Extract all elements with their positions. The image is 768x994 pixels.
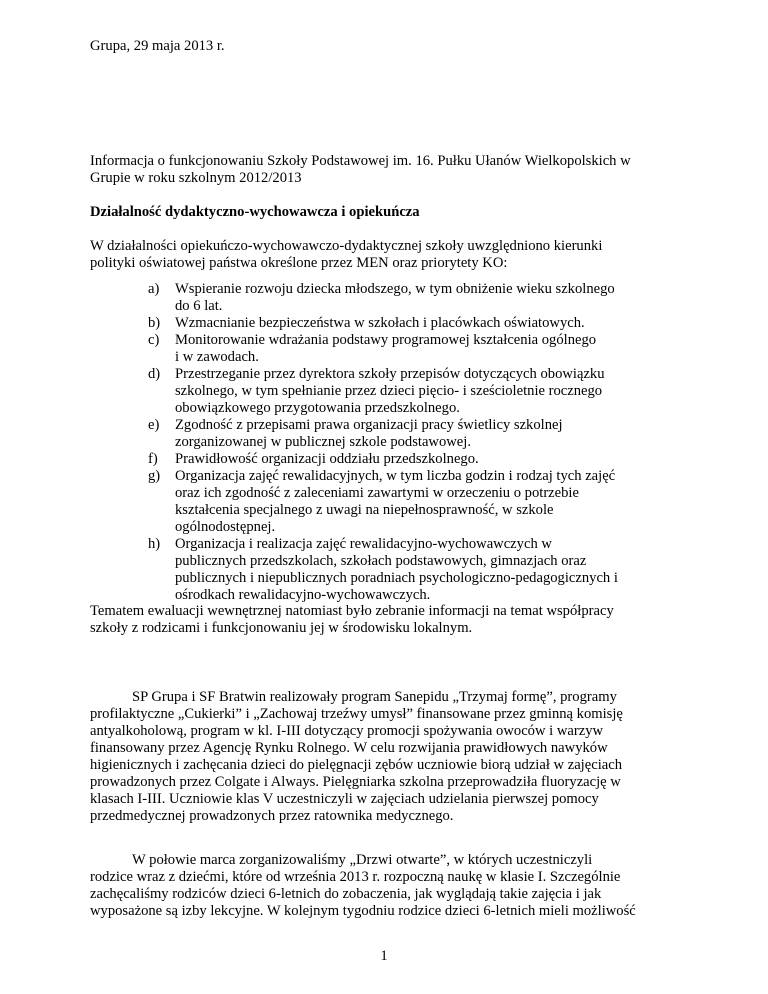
priority-line: Wspieranie rozwoju dziecka młodszego, w tym obniżenie wieku szkolnego	[175, 281, 615, 297]
priority-line: Monitorowanie wdrażania podstawy programowej kształcenia ogólnego	[175, 332, 597, 348]
open-days-paragraph	[90, 852, 690, 920]
priority-item	[148, 281, 688, 315]
section-heading: Działalność dydaktyczno-wychowawcza i opiekuńcza	[90, 204, 420, 220]
priority-line: ośrodkach rewalidacyjno-wychowawczych.	[175, 587, 431, 603]
priority-marker: b)	[148, 315, 161, 331]
priority-item	[148, 468, 688, 536]
title-line: Grupie w roku szkolnym 2012/2013	[90, 170, 302, 186]
priority-text	[175, 315, 688, 332]
programs-paragraph	[90, 689, 690, 825]
priority-text	[175, 332, 688, 366]
priority-line: oraz ich zgodność z zaleceniami zawartymi w orzeczeniu o potrzebie	[175, 485, 579, 501]
programs-line: profilaktyczne „Cukierki” i „Zachowaj trzeźwy umysł” finansowane przez gminną komisję	[90, 706, 623, 722]
priority-line: publicznych i niepublicznych poradniach psychologiczno-pedagogicznych i	[175, 570, 618, 586]
priorities-list	[148, 281, 688, 604]
intro-paragraph	[90, 238, 690, 272]
intro-line: W działalności opiekuńczo-wychowawczo-dydaktycznej szkoły uwzględniono kierunki	[90, 238, 603, 254]
priority-line: Wzmacnianie bezpieczeństwa w szkołach i placówkach oświatowych.	[175, 315, 585, 331]
priority-marker: a)	[148, 281, 160, 297]
priority-text	[175, 366, 688, 417]
priority-marker: d)	[148, 366, 161, 382]
programs-line: klasach I-III. Uczniowie klas V uczestniczyli w zajęciach udzielania pierwszej pomocy	[90, 791, 599, 807]
priority-line: Organizacja i realizacja zajęć rewalidacyjno-wychowawczych w	[175, 536, 552, 552]
page-number: 1	[380, 948, 388, 964]
priority-text	[175, 451, 688, 468]
priority-line: Przestrzeganie przez dyrektora szkoły przepisów dotyczących obowiązku	[175, 366, 605, 382]
intro-line: polityki oświatowej państwa określone przez MEN oraz priorytety KO:	[90, 255, 508, 271]
priority-line: do 6 lat.	[175, 298, 223, 314]
programs-line: prowadzonych przez Colgate i Always. Pielęgniarka szkolna przeprowadziła fluoryzację w	[90, 774, 621, 790]
programs-line: higienicznych i zachęcania dzieci do pielęgnacji zębów uczniowie biorą udział w zajęciach	[90, 757, 622, 773]
priority-line: publicznych przedszkolach, szkołach podstawowych, gimnazjach oraz	[175, 553, 587, 569]
evaluation-line: Tematem ewaluacji wewnętrznej natomiast było zebranie informacji na temat współpracy	[90, 603, 614, 619]
priority-line: kształcenia specjalnego z uwagi na niepełnosprawność, w szkole	[175, 502, 554, 518]
priority-text	[175, 281, 688, 315]
priority-marker: c)	[148, 332, 160, 348]
priority-line: Prawidłowość organizacji oddziału przedszkolnego.	[175, 451, 479, 467]
document-title	[90, 153, 690, 187]
priority-line: Zgodność z przepisami prawa organizacji pracy świetlicy szkolnej	[175, 417, 563, 433]
title-line: Informacja o funkcjonowaniu Szkoły Podstawowej im. 16. Pułku Ułanów Wielkopolskich w	[90, 153, 631, 169]
priority-marker: g)	[148, 468, 161, 484]
priority-item	[148, 536, 688, 604]
priority-marker: e)	[148, 417, 160, 433]
programs-line: antyalkoholową, program w kl. I-III dotyczący promocji spożywania owoców i warzyw	[90, 723, 604, 739]
programs-line: SP Grupa i SF Bratwin realizowały program Sanepidu „Trzymaj formę”, programy	[132, 689, 617, 705]
priority-line: Organizacja zajęć rewalidacyjnych, w tym liczba godzin i rodzaj tych zajęć	[175, 468, 616, 484]
priority-item	[148, 451, 688, 468]
priority-text	[175, 417, 688, 451]
programs-line: przedmedycznej prowadzonych przez ratownika medycznego.	[90, 808, 454, 824]
priority-item	[148, 417, 688, 451]
priority-item	[148, 315, 688, 332]
programs-line: finansowany przez Agencję Rynku Rolnego. W celu rozwijania prawidłowych nawyków	[90, 740, 608, 756]
evaluation-line: szkoły z rodzicami i funkcjonowaniu jej w środowisku lokalnym.	[90, 620, 473, 636]
evaluation-paragraph	[90, 603, 690, 637]
open-days-line: W połowie marca zorganizowaliśmy „Drzwi otwarte”, w których uczestniczyli	[132, 852, 593, 868]
priority-text	[175, 468, 688, 536]
open-days-line: wyposażone są izby lekcyjne. W kolejnym tygodniu rodzice dzieci 6-letnich mieli możliwość	[90, 903, 636, 919]
priority-line: zorganizowanej w publicznej szkole podstawowej.	[175, 434, 471, 450]
open-days-line: zachęcaliśmy rodziców dzieci 6-letnich do zobaczenia, jak wyglądają takie zajęcia i jak	[90, 886, 602, 902]
priority-line: obowiązkowego przygotowania przedszkolnego.	[175, 400, 460, 416]
priority-line: ogólnodostępnej.	[175, 519, 276, 535]
priority-text	[175, 536, 688, 604]
priority-item	[148, 332, 688, 366]
document-date: Grupa, 29 maja 2013 r.	[90, 38, 225, 54]
priority-marker: h)	[148, 536, 161, 552]
priority-marker: f)	[148, 451, 158, 467]
open-days-line: rodzice wraz z dziećmi, które od września 2013 r. rozpoczną naukę w klasie I. Szczególnie	[90, 869, 621, 885]
priority-line: i w zawodach.	[175, 349, 259, 365]
priority-line: szkolnego, w tym spełnianie przez dzieci pięcio- i sześcioletnie rocznego	[175, 383, 603, 399]
priority-item	[148, 366, 688, 417]
